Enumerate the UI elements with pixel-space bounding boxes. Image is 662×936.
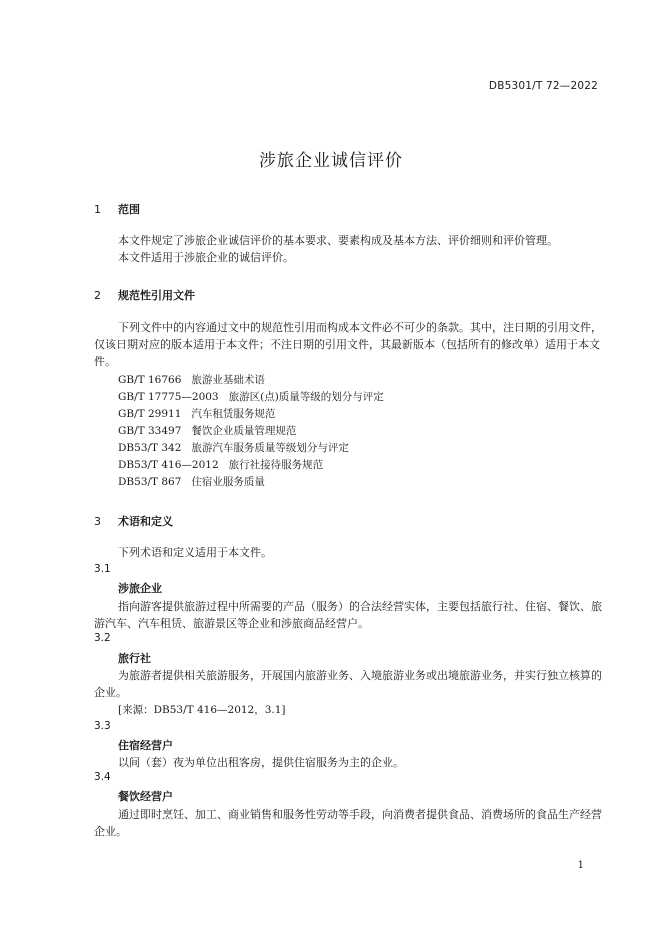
reference-item [118, 457, 323, 474]
section-number: 1 [94, 203, 101, 216]
section-heading-scope [94, 201, 140, 217]
reference-code: DB53/T 416—2012 [118, 459, 219, 471]
reference-code: GB/T 17775—2003 [118, 391, 219, 403]
document-title: 涉旅企业诚信评价 [259, 151, 403, 171]
document-code: DB5301/T 72—2022 [488, 80, 598, 92]
reference-item [118, 474, 265, 491]
paragraph: 本文件规定了涉旅企业诚信评价的基本要求、要素构成及基本方法、评价细则和评价管理。 [118, 234, 558, 247]
term-definition: 为旅游者提供相关旅游服务，开展国内旅游业务、入境旅游业务或出境旅游业务，并实行独立核算的企业。 [94, 669, 602, 699]
paragraph: 下列术语和定义适用于本文件。 [118, 546, 272, 559]
reference-title: 餐饮企业质量管理规范 [191, 425, 297, 437]
reference-title: 住宿业服务质量 [191, 476, 265, 488]
section-number: 2 [94, 289, 101, 302]
clause-number: 3.2 [94, 632, 111, 644]
clause-number: 3.3 [94, 720, 111, 732]
reference-title: 旅游区(点)质量等级的划分与评定 [228, 391, 384, 403]
term-heading: 旅行社 [118, 652, 151, 665]
reference-code: GB/T 16766 [118, 374, 182, 386]
paragraph: 本文件适用于涉旅企业的诚信评价。 [118, 251, 294, 264]
reference-title: 旅游汽车服务质量等级划分与评定 [191, 442, 349, 454]
reference-item [118, 406, 275, 423]
reference-item [118, 440, 349, 457]
clause-number: 3.4 [94, 771, 111, 783]
section-heading-normative-references [94, 287, 195, 303]
section-title: 术语和定义 [118, 515, 173, 528]
section-heading-terms-definitions [94, 513, 173, 529]
reference-code: DB53/T 342 [118, 442, 182, 454]
reference-item [118, 423, 296, 440]
term-heading: 餐饮经营户 [118, 790, 173, 803]
clause-number: 3.1 [94, 563, 111, 575]
term-definition: 通过即时烹饪、加工、商业销售和服务性劳动等手段，向消费者提供食品、消费场所的食品生产经营企业。 [94, 808, 602, 838]
term-heading: 涉旅企业 [118, 582, 162, 595]
paragraph: 下列文件中的内容通过文中的规范性引用而构成本文件必不可少的条款。其中，注日期的引用文件，仅该日期对应的版本适用于本文件；不注日期的引用文件，其最新版本（包括所有的修改单）适用于本文件。 [94, 321, 602, 368]
reference-item [118, 389, 384, 406]
reference-item [118, 372, 265, 389]
term-heading: 住宿经营户 [118, 739, 173, 752]
reference-title: 汽车租赁服务规范 [191, 408, 276, 420]
term-definition: 以间（套）夜为单位出租客房，提供住宿服务为主的企业。 [118, 756, 404, 769]
reference-code: DB53/T 867 [118, 476, 182, 488]
section-title: 规范性引用文件 [118, 289, 195, 302]
reference-title: 旅游业基础术语 [191, 374, 265, 386]
term-definition: 指向游客提供旅游过程中所需要的产品（服务）的合法经营实体，主要包括旅行社、住宿、餐饮、旅游汽车、汽车租赁、旅游景区等企业和涉旅商品经营户。 [94, 600, 602, 630]
reference-code: GB/T 29911 [118, 408, 182, 420]
term-source: [来源：DB53/T 416—2012，3.1] [118, 704, 286, 716]
reference-code: GB/T 33497 [118, 425, 182, 437]
section-number: 3 [94, 515, 101, 528]
page-number: 1 [577, 860, 584, 871]
reference-title: 旅行社接待服务规范 [228, 459, 324, 471]
section-title: 范围 [118, 203, 140, 216]
